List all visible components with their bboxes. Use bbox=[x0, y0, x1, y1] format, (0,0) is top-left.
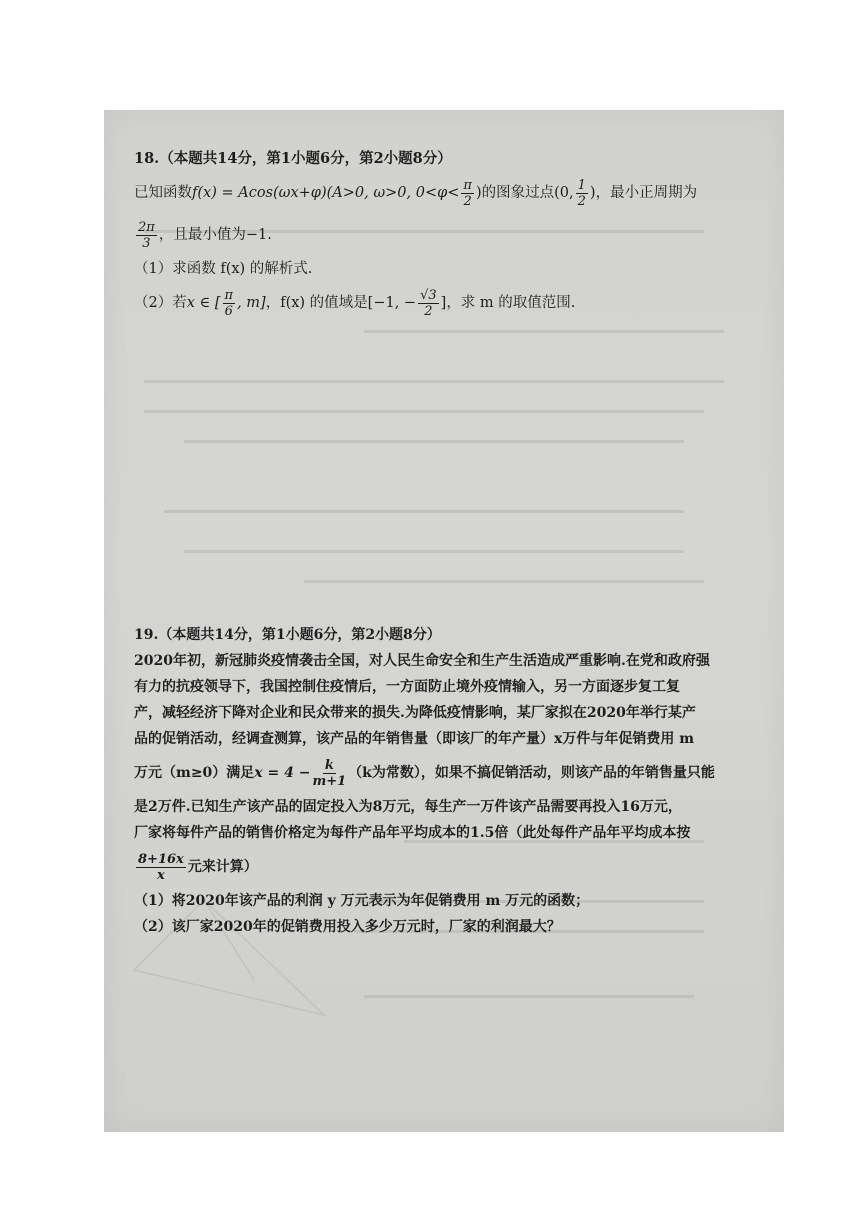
q18-header: 18.（本题共14分，第1小题6分，第2小题8分） bbox=[134, 150, 452, 167]
one-half-num: 1 bbox=[577, 177, 586, 193]
q18-part-1: （1）求函数 f(x) 的解析式. bbox=[134, 261, 313, 277]
q18-p2-x: x ∈ [ bbox=[186, 295, 221, 311]
pi-over-2-den: 2 bbox=[463, 193, 472, 209]
q19-body-8 bbox=[134, 846, 764, 888]
q18-range-b: ] bbox=[440, 295, 447, 311]
q18-point-b: ) bbox=[589, 185, 596, 201]
q19-body-6: 是2万件.已知生产该产品的固定投入为8万元，每生产一万件该产品需要再投入16万元， bbox=[134, 799, 682, 815]
pi-over-6-den: 6 bbox=[224, 303, 233, 319]
period-fraction bbox=[136, 221, 157, 250]
q18-line-2 bbox=[134, 214, 764, 256]
avg-cost-fraction bbox=[136, 853, 186, 882]
q19-body-1: 2020年初，新冠肺炎疫情袭击全国，对人民生命安全和生产生活造成严重影响.在党和政府强 bbox=[134, 653, 710, 669]
k-over-m1 bbox=[312, 759, 346, 788]
period-num: 2π bbox=[138, 219, 155, 235]
avg-cost-den: x bbox=[157, 867, 165, 883]
q18-p2-mid: ，f(x) 的值域是 bbox=[265, 295, 368, 311]
sqrt3-den: 2 bbox=[424, 303, 433, 319]
question-19 bbox=[134, 622, 764, 940]
q18-p2-m: , m] bbox=[237, 295, 266, 311]
k-num: k bbox=[324, 757, 334, 773]
q18-part-2 bbox=[134, 282, 764, 324]
q19-b5-x: x = 4 − bbox=[254, 765, 311, 781]
q19-b8-post: 元来计算） bbox=[187, 859, 258, 875]
q19-body-7: 厂家将每件产品的销售价格定为每件产品年平均成本的1.5倍（此处每件产品年平均成本按 bbox=[134, 825, 691, 841]
q18-l1-post: ，最小正周期为 bbox=[595, 185, 698, 201]
q18-l1-mid: )的图象过点 bbox=[475, 185, 555, 201]
q19-b5-post: （k为常数），如果不搞促销活动，则该产品的年销售量只能 bbox=[348, 765, 715, 781]
q19-body-4: 品的促销活动，经调查测算，该产品的年销售量（即该厂的年产量）x万件与年促销费用 m bbox=[134, 731, 695, 747]
photographed-page bbox=[104, 110, 784, 1132]
q18-p2-pre: （2）若 bbox=[134, 295, 187, 311]
q18-range-a: [−1, − bbox=[367, 295, 417, 311]
sqrt3-num: √3 bbox=[420, 287, 437, 303]
pi-over-2-num: π bbox=[463, 177, 472, 193]
q19-b5-pre: 万元（m≥0）满足 bbox=[134, 765, 255, 781]
q18-function: f(x) = Acos(ωx+φ)(A>0, ω>0, 0<φ< bbox=[192, 185, 460, 201]
one-half bbox=[576, 179, 588, 208]
one-half-den: 2 bbox=[577, 193, 586, 209]
q18-line-1 bbox=[134, 172, 764, 214]
q19-header: 19.（本题共14分，第1小题6分，第2小题8分） bbox=[134, 627, 441, 643]
m1-den: m+1 bbox=[312, 773, 347, 789]
q19-body-5 bbox=[134, 752, 764, 794]
period-den: 3 bbox=[142, 235, 151, 251]
sqrt3-over-2 bbox=[418, 289, 439, 318]
pi-over-2 bbox=[461, 179, 474, 208]
pi-over-6 bbox=[223, 289, 236, 318]
q19-body-2: 有力的抗疫领导下，我国控制住疫情后，一方面防止境外疫情输入，另一方面逐步复工复 bbox=[134, 679, 680, 695]
q18-l2-post: ，且最小值为−1. bbox=[158, 227, 272, 243]
q19-body-3: 产，减轻经济下降对企业和民众带来的损失.为降低疫情影响，某厂家拟在2020年举行某产 bbox=[134, 705, 696, 721]
q19-part-2: （2）该厂家2020年的促销费用投入多少万元时，厂家的利润最大？ bbox=[134, 919, 561, 935]
q18-p2-post: ，求 m 的取值范围. bbox=[446, 295, 576, 311]
q19-part-1: （1）将2020年该产品的利润 y 万元表示为年促销费用 m 万元的函数； bbox=[134, 893, 590, 909]
pi-over-6-num: π bbox=[224, 287, 234, 303]
q18-point-a: (0, bbox=[554, 185, 574, 201]
q18-l1-pre: 已知函数 bbox=[134, 185, 192, 201]
avg-cost-num: 8+16x bbox=[138, 851, 184, 867]
question-18 bbox=[134, 146, 764, 324]
